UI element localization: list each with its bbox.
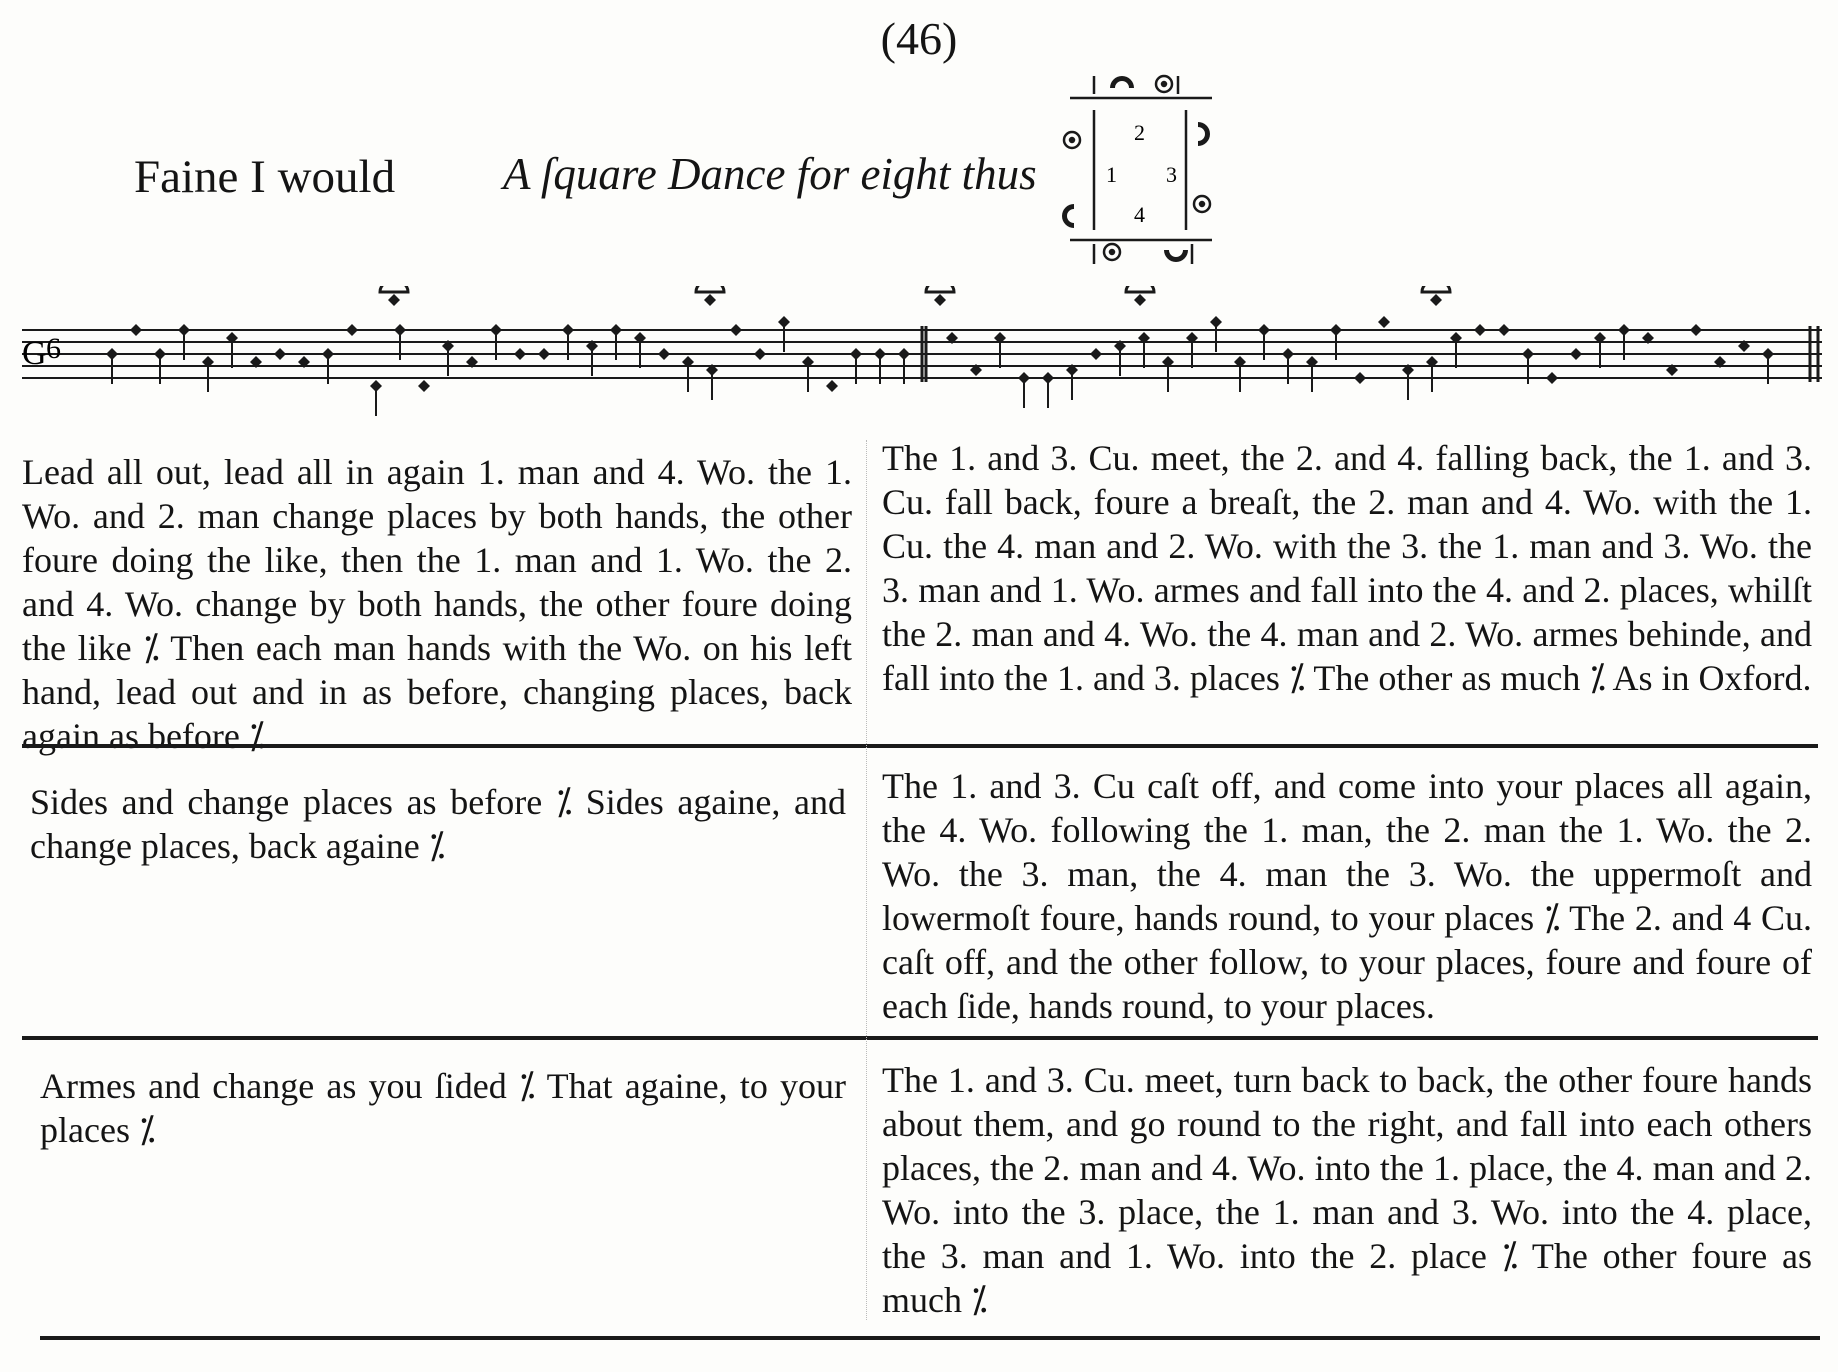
- note-glyph: [1210, 316, 1222, 352]
- position-top: 2: [1134, 120, 1145, 145]
- instruction-1-right: The 1. and 3. Cu. meet, the 2. and 4. falling back, the 1. and 3. Cu. fall back, foure a breaſt, the 2. man and 4. Wo. with the 1. Cu. the 4. man and 2. Wo. with the 3. the 1. man and 3. Wo. the 3. man and 1. Wo. armes and fall into the 4. and 2. places, whilſt the 2. man and 4. Wo. the 4. man and 2. Wo. armes behinde, and fall into the 1. and 3. places ⁒ The other as much ⁒ As in Oxford.: [882, 438, 1812, 698]
- note-glyph: [1114, 340, 1126, 376]
- section-divider: [22, 744, 1818, 748]
- position-left: 1: [1106, 162, 1117, 187]
- dancer-woman-icon: [1064, 76, 1210, 260]
- note-glyph: [754, 348, 766, 360]
- dancer-man-icon: [1062, 76, 1210, 262]
- note-glyph: [442, 340, 454, 376]
- note-glyph: [994, 332, 1006, 368]
- fermata-icon: [926, 286, 954, 306]
- note-glyph: [778, 316, 790, 352]
- note-glyph: [1186, 332, 1198, 368]
- note-glyph: [658, 348, 670, 360]
- note-glyph: [1138, 332, 1150, 368]
- position-bottom: 4: [1134, 202, 1145, 227]
- instruction-2-right: The 1. and 3. Cu caſt off, and come into your places all again, the 4. Wo. following the 1. man, the 2. man the 1. Wo. the 2. Wo. the 3. man, the 4. man the 3. Wo. the uppermoſt and lowermoſt foure, hands round, to your places ⁒ The 2. and 4 Cu. caſt off, and the other follow, to your places, foure and foure of each ſide, hands round, to your places.: [882, 766, 1812, 1026]
- note-glyph: [1066, 364, 1078, 400]
- fermata-icon: [1422, 286, 1450, 306]
- instruction-1-left: Lead all out, lead all in again 1. man and 4. Wo. the 1. Wo. and 2. man change places by both hands, the other foure doing the like, then the 1. man and 1. Wo. the 2. and 4. Wo. change by both hands, the other foure doing the like ⁒ Then each man hands with the Wo. on his left hand, lead out and in as before, changing places, back again as before ⁒: [22, 452, 852, 756]
- section-divider: [22, 1036, 1818, 1040]
- note-glyph: [514, 348, 526, 360]
- note-glyph: [1426, 356, 1438, 392]
- note-glyph: [706, 364, 718, 400]
- formation-diagram: [1052, 70, 1228, 270]
- page-number: (46): [880, 13, 958, 64]
- column-divider: [866, 440, 867, 1320]
- note-glyph: [802, 356, 814, 392]
- note-glyph: [1498, 324, 1510, 336]
- note-glyph: [1162, 356, 1174, 392]
- note-glyph: [1546, 372, 1558, 384]
- tune-title: Faine I would: [134, 151, 396, 203]
- instruction-3-right: The 1. and 3. Cu. meet, turn back to back, the other foure hands about them, and go round to the right, and fall into each others places, the 2. man and 4. Wo. into the 1. place, the 4. man and 2. Wo. into the 3. place, the 1. man and 3. Wo. into the 4. place, the 3. man and 1. Wo. into the 2. place ⁒ The other foure as much ⁒: [882, 1060, 1812, 1320]
- note-glyph: [202, 356, 214, 392]
- section-divider: [40, 1336, 1820, 1340]
- note-glyph: [1306, 356, 1318, 392]
- note-glyph: [346, 324, 358, 336]
- note-glyph: [634, 332, 646, 368]
- music-staff: [22, 286, 1822, 428]
- note-glyph: [1018, 372, 1030, 408]
- note-glyph: [538, 348, 550, 360]
- note-glyph: [370, 380, 382, 416]
- instruction-2-left: Sides and change places as before ⁒ Sides againe, and change places, back againe ⁒: [30, 782, 846, 866]
- fermata-icon: [1126, 286, 1154, 306]
- note-glyph: [1594, 332, 1606, 368]
- note-glyph: [1354, 372, 1366, 384]
- meter-glyph: 6: [46, 332, 61, 365]
- note-glyph: [1690, 324, 1702, 336]
- note-glyph: [1570, 348, 1582, 360]
- note-glyph: [1474, 324, 1486, 336]
- note-glyph: [826, 380, 838, 392]
- note-glyph: [586, 340, 598, 376]
- note-glyph: [682, 356, 694, 392]
- fermata-icon: [380, 286, 408, 306]
- note-glyph: [1402, 364, 1414, 400]
- note-glyph: [418, 380, 430, 392]
- note-glyph: [130, 324, 142, 336]
- fermata-icons: [380, 286, 1450, 306]
- note-glyph: [1378, 316, 1390, 328]
- dance-title: A ſquare Dance for eight thus: [503, 149, 1037, 199]
- instruction-3-left: Armes and change as you ſided ⁒ That againe, to your places ⁒: [40, 1066, 846, 1150]
- clef-glyph: G: [22, 335, 47, 372]
- note-glyph: [1234, 356, 1246, 392]
- note-glyph: [1090, 348, 1102, 360]
- position-right: 3: [1166, 162, 1177, 187]
- note-glyph: [274, 348, 286, 360]
- note-glyph: [1042, 372, 1054, 408]
- note-glyph: [1450, 332, 1462, 368]
- fermata-icon: [696, 286, 724, 306]
- note-glyph: [730, 324, 742, 336]
- note-glyph: [226, 332, 238, 368]
